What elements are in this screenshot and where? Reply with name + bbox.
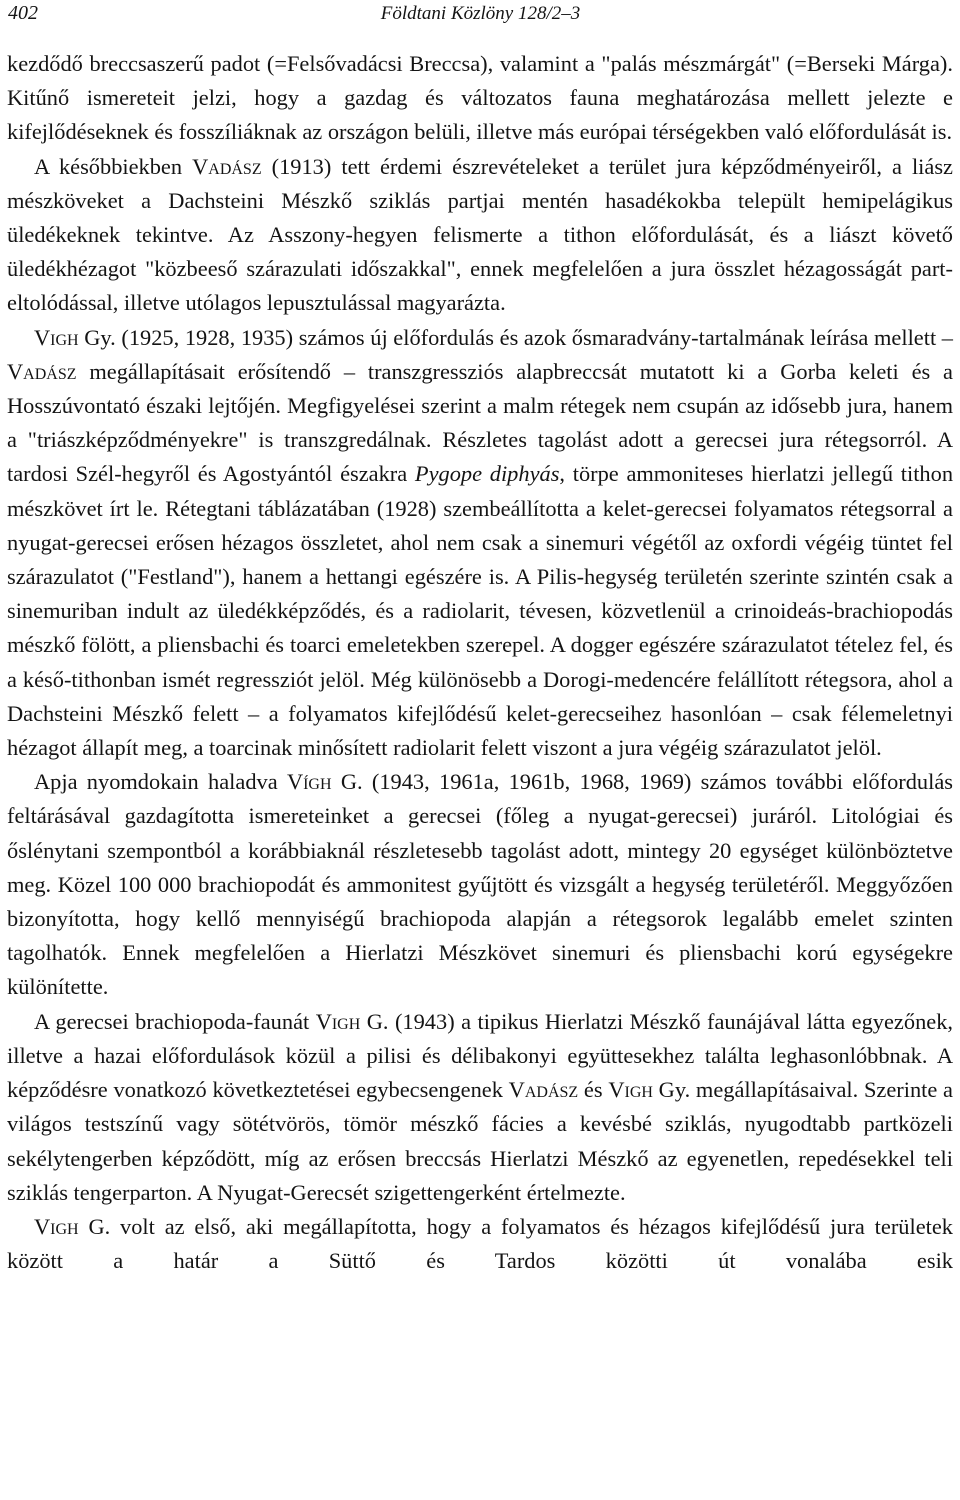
text-run: , törpe ammoniteses hierlatzi jellegű tithon mészkövet írt le. Rétegtani táblázatában (1928) szembeállította a kelet-gerecsei folyamatos rétegsorral a nyugat-gerecsei erősen hézagos összletet, ahol nem csak a sinemuri végétől az oxfordi végéig tüntet fel szárazulatot ("Festland"), hanem a hettangi egészére is. A Pilis-hegység területén szerinte szintén csak a sinemuriban indult az üledékképződés, és a radiolarit, tévesen, közvetlenül a crinoideás-brachiopodás mészkő fölött, a pliensbachi és toarci emeletekben szerepel. A dogger egészére szárazulatot tételez fel, és a késő-tithonban ismét regressziót jelöl. Még különösebb a Dorogi-medencére felállított rétegsora, ahol a Dachsteini Mészkő felett – a folyamatos kifejlődésű kelet-gerecseihez hasonlóan – csak félemeletnyi hézagot állapít meg, a toarcinak minősített radiolarit felett viszont a jura végéig szárazulatot jelöl. [7, 461, 954, 761]
paragraph [7, 150, 953, 321]
paragraph [7, 765, 953, 1004]
paragraph [7, 1210, 953, 1278]
page-number: 402 [8, 2, 38, 24]
text-run: Apja nyomdokain haladva [34, 769, 287, 795]
author-name: Vigh [34, 1213, 79, 1239]
author-name: Vadász [508, 1077, 579, 1103]
author-name: Vadász [7, 358, 77, 384]
text-run: A gerecsei brachiopoda-faunát [34, 1008, 316, 1034]
text-run: G. volt az első, aki megállapította, hogy a folyamatos és hézagos kifejlődésű jura területek között a határ a Süttő és Tardos közötti út vonalába esik [7, 1213, 953, 1274]
text-run: megállapításait erősítendő – transzgressziós alapbreccsát mutatott ki a Gorba keleti és a Hosszúvontató északi lejtőjén. Megfigyelései szerint a malm rétegek nem csupán az idősebb jura, hanem a "triászképződményekre" is transzgredálnak. Részletes tagolást adott a gerecsei jura rétegsorról. A tardosi Szél-hegyről és Agostyántól északra [7, 358, 953, 487]
author-name: Vígh [286, 769, 332, 795]
author-name: Vadász [192, 153, 262, 179]
text-run: A későbbiekben [34, 153, 193, 179]
running-header [7, 0, 954, 30]
text-run: Gy. megállapításaival. Szerinte a világos testszínű vagy sötétvörös, tömör mészkő fácies a kevésbé sziklás, nyugodtabb partközeli sekélytengerben képződött, míg az erősen breccsás Hierlatzi Mészkő az egyenetlen, repedésekkel teli sziklás tengerparton. A Nyugat-Gerecsét szigettengerként értelmezte. [7, 1077, 953, 1205]
author-name: Vigh [608, 1077, 653, 1103]
text-run: és [578, 1077, 609, 1103]
text-run: G. (1943) a tipikus Hierlatzi Mészkő faunájával látta egyezőnek, illetve a hazai előfordulások közül a pilisi és délibakonyi együttesekhez találta leghasonlóbbnak. A képződésre vonatkozó következtetései egybecsengenek [7, 1008, 953, 1103]
text-run: G. (1943, 1961a, 1961b, 1968, 1969) számos további előfordulás feltárásával gazdagította ismereteinket a gerecsei (főleg a nyugat-gerecsei) juráról. Litológiai és őslénytani szempontból a korábbiaknál részletesebb tagolást adott, mintegy 20 egységet különböztetve meg. Közel 100 000 brachiopodát és ammonitest gyűjtött és vizsgált a hegység területéről. Meggyőzően bizonyította, hogy kellő mennyiségű brachiopoda alapján a rétegsorok legalább emelet szinten tagolhatók. Ennek megfelelően a Hierlatzi Mészkövet sinemuri és pliensbachi korú egységekre különítette. [7, 769, 953, 1000]
text-run: kezdődő breccsaszerű padot (=Felsővadácsi Breccsa), valamint a "palás mészmárgát" (=Berseki Márga). Kitűnő ismereteit jelzi, hogy a gazdag és változatos fauna meghatározása mellett jelezte e kifejlődéseknek és fosszíliáknak az országon belüli, illetve más európai térségekben való előfordulását is. [7, 51, 953, 145]
taxon-name: Pygope diphyás [414, 461, 560, 487]
paragraph [7, 1005, 953, 1210]
author-name: Vigh [315, 1008, 361, 1034]
article-body [7, 47, 953, 1278]
paragraph [7, 321, 953, 766]
journal-title: Földtani Közlöny 128/2–3 [380, 3, 581, 24]
paragraph [7, 47, 953, 150]
text-run: (1913) tett érdemi észrevételeket a terület jura képződményeiről, a liász mészköveket a Dachsteini Mészkő sziklás partjai mentén hasadékokba települt hemipelágikus üledékeknek tekintve. Az Asszony-hegyen felismerte a tithon előfordulását, és a liászt követő üledékhézagot "közbeeső szárazulati időszakkal", ennek megfelelően a jura összlet hézagosságát parteltolódással, illetve utólagos lepusztulással magyarázta. [7, 153, 953, 316]
author-name: Vigh [34, 324, 79, 350]
text-run: Gy. (1925, 1928, 1935) számos új előfordulás és azok ősmaradvány-tartalmának leírása mellett – [78, 324, 953, 350]
